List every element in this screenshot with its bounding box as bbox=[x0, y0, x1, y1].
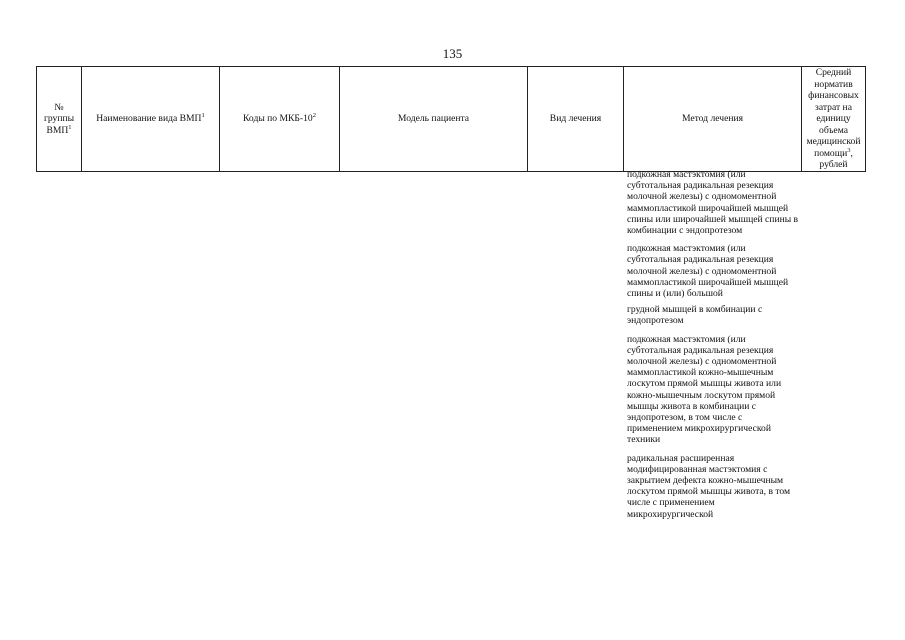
header-icd-codes bbox=[220, 67, 340, 172]
footnote-mark: 1 bbox=[68, 123, 72, 131]
method-item: подкожная мастэктомия (или субтотальная радикальная резекция молочной железы) с одномоментной маммопластикой широчайшей мышцей спины или широчайшей мышцей спины в комбинации с эндопротезом bbox=[627, 169, 799, 237]
method-item: подкожная мастэктомия (или субтотальная радикальная резекция молочной железы) с одномоментной маммопластикой широчайшей мышцей спины и (или) большой bbox=[627, 243, 789, 300]
header-icd-codes-label: Коды по МКБ-10 bbox=[243, 113, 313, 124]
header-treatment-method-label: Метод лечения bbox=[681, 113, 744, 124]
header-vmp-name bbox=[82, 67, 220, 172]
header-vmp-name-label: Наименование вида ВМП bbox=[96, 113, 202, 124]
header-treatment-type bbox=[528, 67, 624, 172]
footnote-mark: 1 bbox=[201, 111, 205, 119]
header-patient-model-label: Модель пациента bbox=[397, 113, 470, 124]
footnote-mark: 3 bbox=[847, 146, 851, 154]
header-cost-standard-suffix: , рублей bbox=[819, 147, 853, 170]
header-row bbox=[37, 67, 866, 172]
page-number: 135 bbox=[442, 46, 463, 61]
table-header bbox=[36, 66, 866, 172]
footnote-mark: 2 bbox=[312, 111, 316, 119]
header-treatment-type-label: Вид лечения bbox=[549, 113, 602, 124]
method-item: подкожная мастэктомия (или субтотальная радикальная резекция молочной железы) с одномоментной маммопластикой кожно-мышечным лоскутом прямой мышцы живота или кожно-мышечным лоскутом прямой мышцы живота в комбинации с эндопротезом, в том числе с применением микрохирургической техники bbox=[627, 333, 782, 446]
header-cost-standard-label: Средний норматив финансовых затрат на единицу объема медицинской помощи bbox=[806, 67, 861, 159]
header-treatment-method bbox=[624, 67, 802, 172]
header-group-number bbox=[37, 67, 82, 172]
method-item: радикальная расширенная модифицированная мастэктомия с закрытием дефекта кожно-мышечным лоскутом прямой мышцы живота, в том числе с применением микрохирургической bbox=[627, 452, 791, 520]
treatment-method-column bbox=[627, 169, 799, 527]
method-item: грудной мышцей в комбинации с эндопротезом bbox=[627, 304, 763, 327]
header-group-number-label: № группы ВМП bbox=[43, 101, 75, 136]
header-patient-model bbox=[340, 67, 528, 172]
header-cost-standard bbox=[802, 67, 866, 172]
